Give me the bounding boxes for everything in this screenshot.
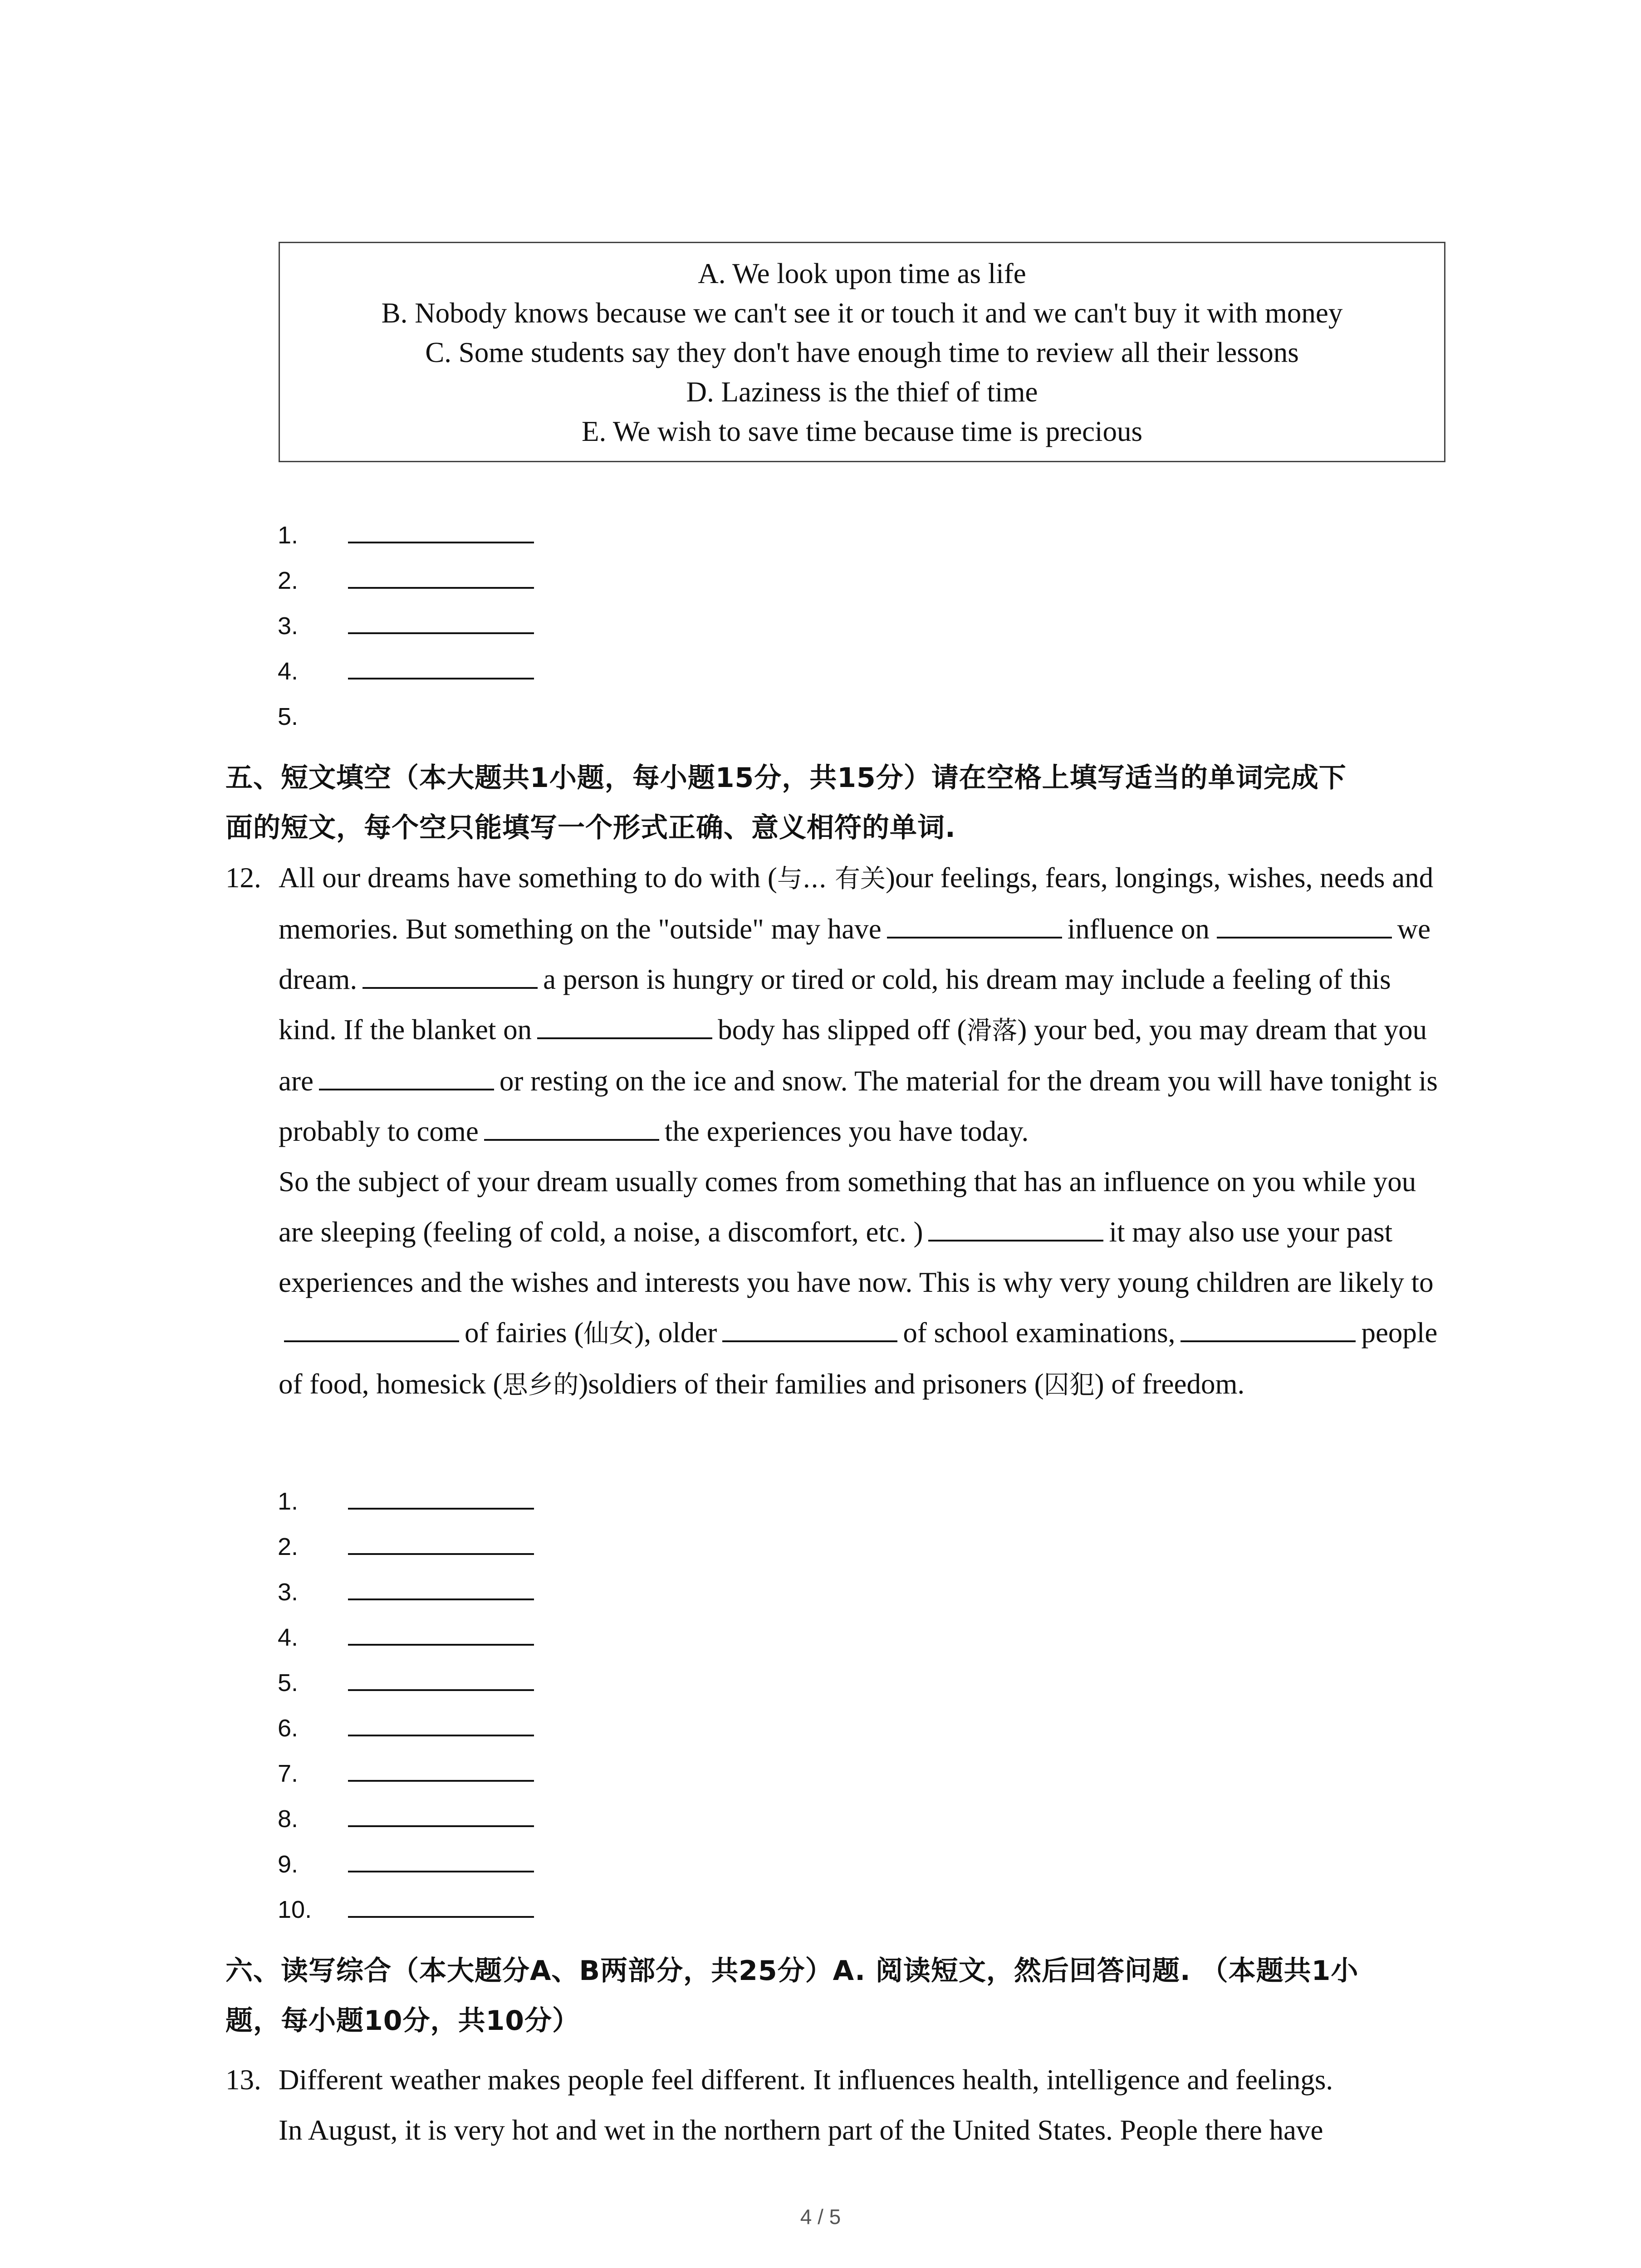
- heading-line: 五、短文填空（本大题共1小题，每小题15分，共15分）请在空格上填写适当的单词完成下: [225, 762, 1347, 794]
- answer-blank[interactable]: [348, 1508, 534, 1510]
- question-text: [279, 2055, 1450, 2156]
- text-run: it may also use your past experiences and the wishes and interests you have now. This is why very young children are likely to: [279, 1216, 1434, 1298]
- answer-row: [278, 1751, 346, 1796]
- heading-line: 六、读写综合（本大题分A、B两部分，共25分）A. 阅读短文，然后回答问题. （本题共1小: [225, 1955, 1359, 1987]
- answer-number: 2.: [278, 567, 299, 594]
- text-run: people of food, homesick (: [279, 1317, 1438, 1400]
- answer-blank[interactable]: [348, 1916, 534, 1918]
- answer-number: 1.: [278, 522, 299, 549]
- text-run: ), older: [634, 1317, 717, 1349]
- text-run: )our feelings, fears, longings, wishes, needs and memories. But something on the "outside" may have: [279, 862, 1434, 945]
- text-run: of school examinations,: [903, 1317, 1176, 1349]
- answer-number: 9.: [278, 1851, 299, 1878]
- heading-line: 面的短文，每个空只能填写一个形式正确、意义相符的单词.: [225, 812, 956, 844]
- answer-row: [278, 513, 346, 558]
- fill-blank-8[interactable]: [284, 1316, 459, 1342]
- fill-blank-10[interactable]: [1181, 1316, 1356, 1342]
- answer-blank[interactable]: [348, 1553, 534, 1555]
- answer-blank[interactable]: [348, 1735, 534, 1736]
- answer-row: [278, 694, 346, 739]
- paragraph: [279, 853, 1450, 1157]
- text-run: ) your bed, you may dream that you are: [279, 1014, 1427, 1097]
- chinese-gloss: 思乡的: [502, 1370, 579, 1400]
- fill-blank-1[interactable]: [887, 912, 1062, 938]
- text-run: influence on: [1067, 913, 1210, 945]
- answer-blank[interactable]: [348, 542, 534, 543]
- answer-number: 4.: [278, 1624, 299, 1651]
- answer-blank[interactable]: [348, 632, 534, 634]
- text-run: )soldiers of their families and prisoners (: [578, 1368, 1044, 1400]
- fill-blank-9[interactable]: [722, 1316, 897, 1342]
- fill-blank-5[interactable]: [319, 1064, 494, 1090]
- fill-blank-3[interactable]: [362, 963, 538, 989]
- text-line: Different weather makes people feel different. It influences health, intelligence and feelings.: [279, 2064, 1333, 2096]
- answer-number: 5.: [278, 1669, 299, 1696]
- answer-row: [278, 1524, 346, 1569]
- text-run: the experiences you have today.: [664, 1115, 1029, 1147]
- text-run: we dream.: [279, 913, 1431, 995]
- answer-number: 3.: [278, 1579, 299, 1606]
- fill-blank-4[interactable]: [537, 1013, 712, 1039]
- option-d: D. Laziness is the thief of time: [686, 376, 1038, 408]
- answer-row: [278, 1887, 346, 1932]
- answer-number: 6.: [278, 1715, 299, 1742]
- answer-row: [278, 1569, 346, 1615]
- question-text: [279, 853, 1450, 1410]
- option-a: A. We look upon time as life: [698, 258, 1026, 289]
- answer-row: [278, 1796, 346, 1842]
- paragraph: [279, 1157, 1450, 1410]
- option-c: C. Some students say they don't have enough time to review all their lessons: [425, 337, 1299, 368]
- text-run: or resting on the ice and snow. The material for the dream you will have tonight is probably to come: [279, 1065, 1438, 1147]
- answer-row: [278, 1706, 346, 1751]
- options-box: [279, 242, 1445, 462]
- chinese-gloss: 滑落: [966, 1016, 1018, 1046]
- answer-number: 7.: [278, 1760, 299, 1787]
- section-six-heading: [225, 1946, 1450, 2046]
- fill-blank-2[interactable]: [1217, 912, 1392, 938]
- chinese-gloss: 与... 有关: [777, 864, 886, 894]
- answer-number: 2.: [278, 1533, 299, 1560]
- section-five-heading: [225, 753, 1450, 853]
- text-run: a person is hungry or tired or cold, his dream may include a feeling of this kind. If the blanket on: [279, 963, 1391, 1046]
- text-run: All our dreams have something to do with (: [279, 862, 777, 894]
- question-13: [225, 2055, 1450, 2156]
- answer-number: 10.: [278, 1896, 312, 1923]
- option-b: B. Nobody knows because we can't see it or touch it and we can't buy it with money: [381, 297, 1343, 329]
- answer-blank[interactable]: [348, 678, 534, 679]
- answer-row: [278, 1660, 346, 1706]
- answer-row: [278, 1842, 346, 1887]
- page-number: 4 / 5: [800, 2205, 841, 2229]
- answer-row: [278, 558, 346, 603]
- answer-number: 1.: [278, 1488, 299, 1515]
- text-line: In August, it is very hot and wet in the northern part of the United States. People there have: [279, 2114, 1323, 2146]
- answer-number: 3.: [278, 612, 299, 640]
- answer-list-q12: [278, 1479, 346, 1932]
- text-run: ) of freedom.: [1094, 1368, 1245, 1400]
- text-run: of fairies (: [465, 1317, 584, 1349]
- answer-blank[interactable]: [348, 1598, 534, 1600]
- answer-row: [278, 1479, 346, 1524]
- text-run: body has slipped off (: [718, 1014, 967, 1046]
- answer-row: [278, 1615, 346, 1660]
- question-number: 13.: [225, 2064, 261, 2096]
- answer-blank[interactable]: [348, 587, 534, 589]
- answer-number: 4.: [278, 658, 299, 685]
- question-number: 12.: [225, 862, 261, 894]
- chinese-gloss: 囚犯: [1043, 1370, 1095, 1400]
- option-e: E. We wish to save time because time is precious: [582, 415, 1142, 447]
- chinese-gloss: 仙女: [583, 1319, 635, 1349]
- fill-blank-7[interactable]: [928, 1215, 1103, 1242]
- answer-blank[interactable]: [348, 1644, 534, 1646]
- fill-blank-6[interactable]: [484, 1114, 659, 1141]
- text-run: So the subject of your dream usually comes from something that has an influence on you while you are sleeping (feeling of cold, a noise, a discomfort, etc. ): [279, 1166, 1416, 1248]
- answer-list-q11: [278, 513, 346, 739]
- answer-blank[interactable]: [348, 1689, 534, 1691]
- answer-blank[interactable]: [348, 1780, 534, 1782]
- heading-line: 题，每小题10分，共10分）: [225, 2005, 580, 2037]
- answer-number: 5.: [278, 703, 299, 730]
- answer-blank[interactable]: [348, 1825, 534, 1827]
- question-12: [225, 853, 1450, 1410]
- answer-row: [278, 649, 346, 694]
- answer-row: [278, 603, 346, 649]
- answer-blank[interactable]: [348, 1871, 534, 1872]
- answer-number: 8.: [278, 1805, 299, 1833]
